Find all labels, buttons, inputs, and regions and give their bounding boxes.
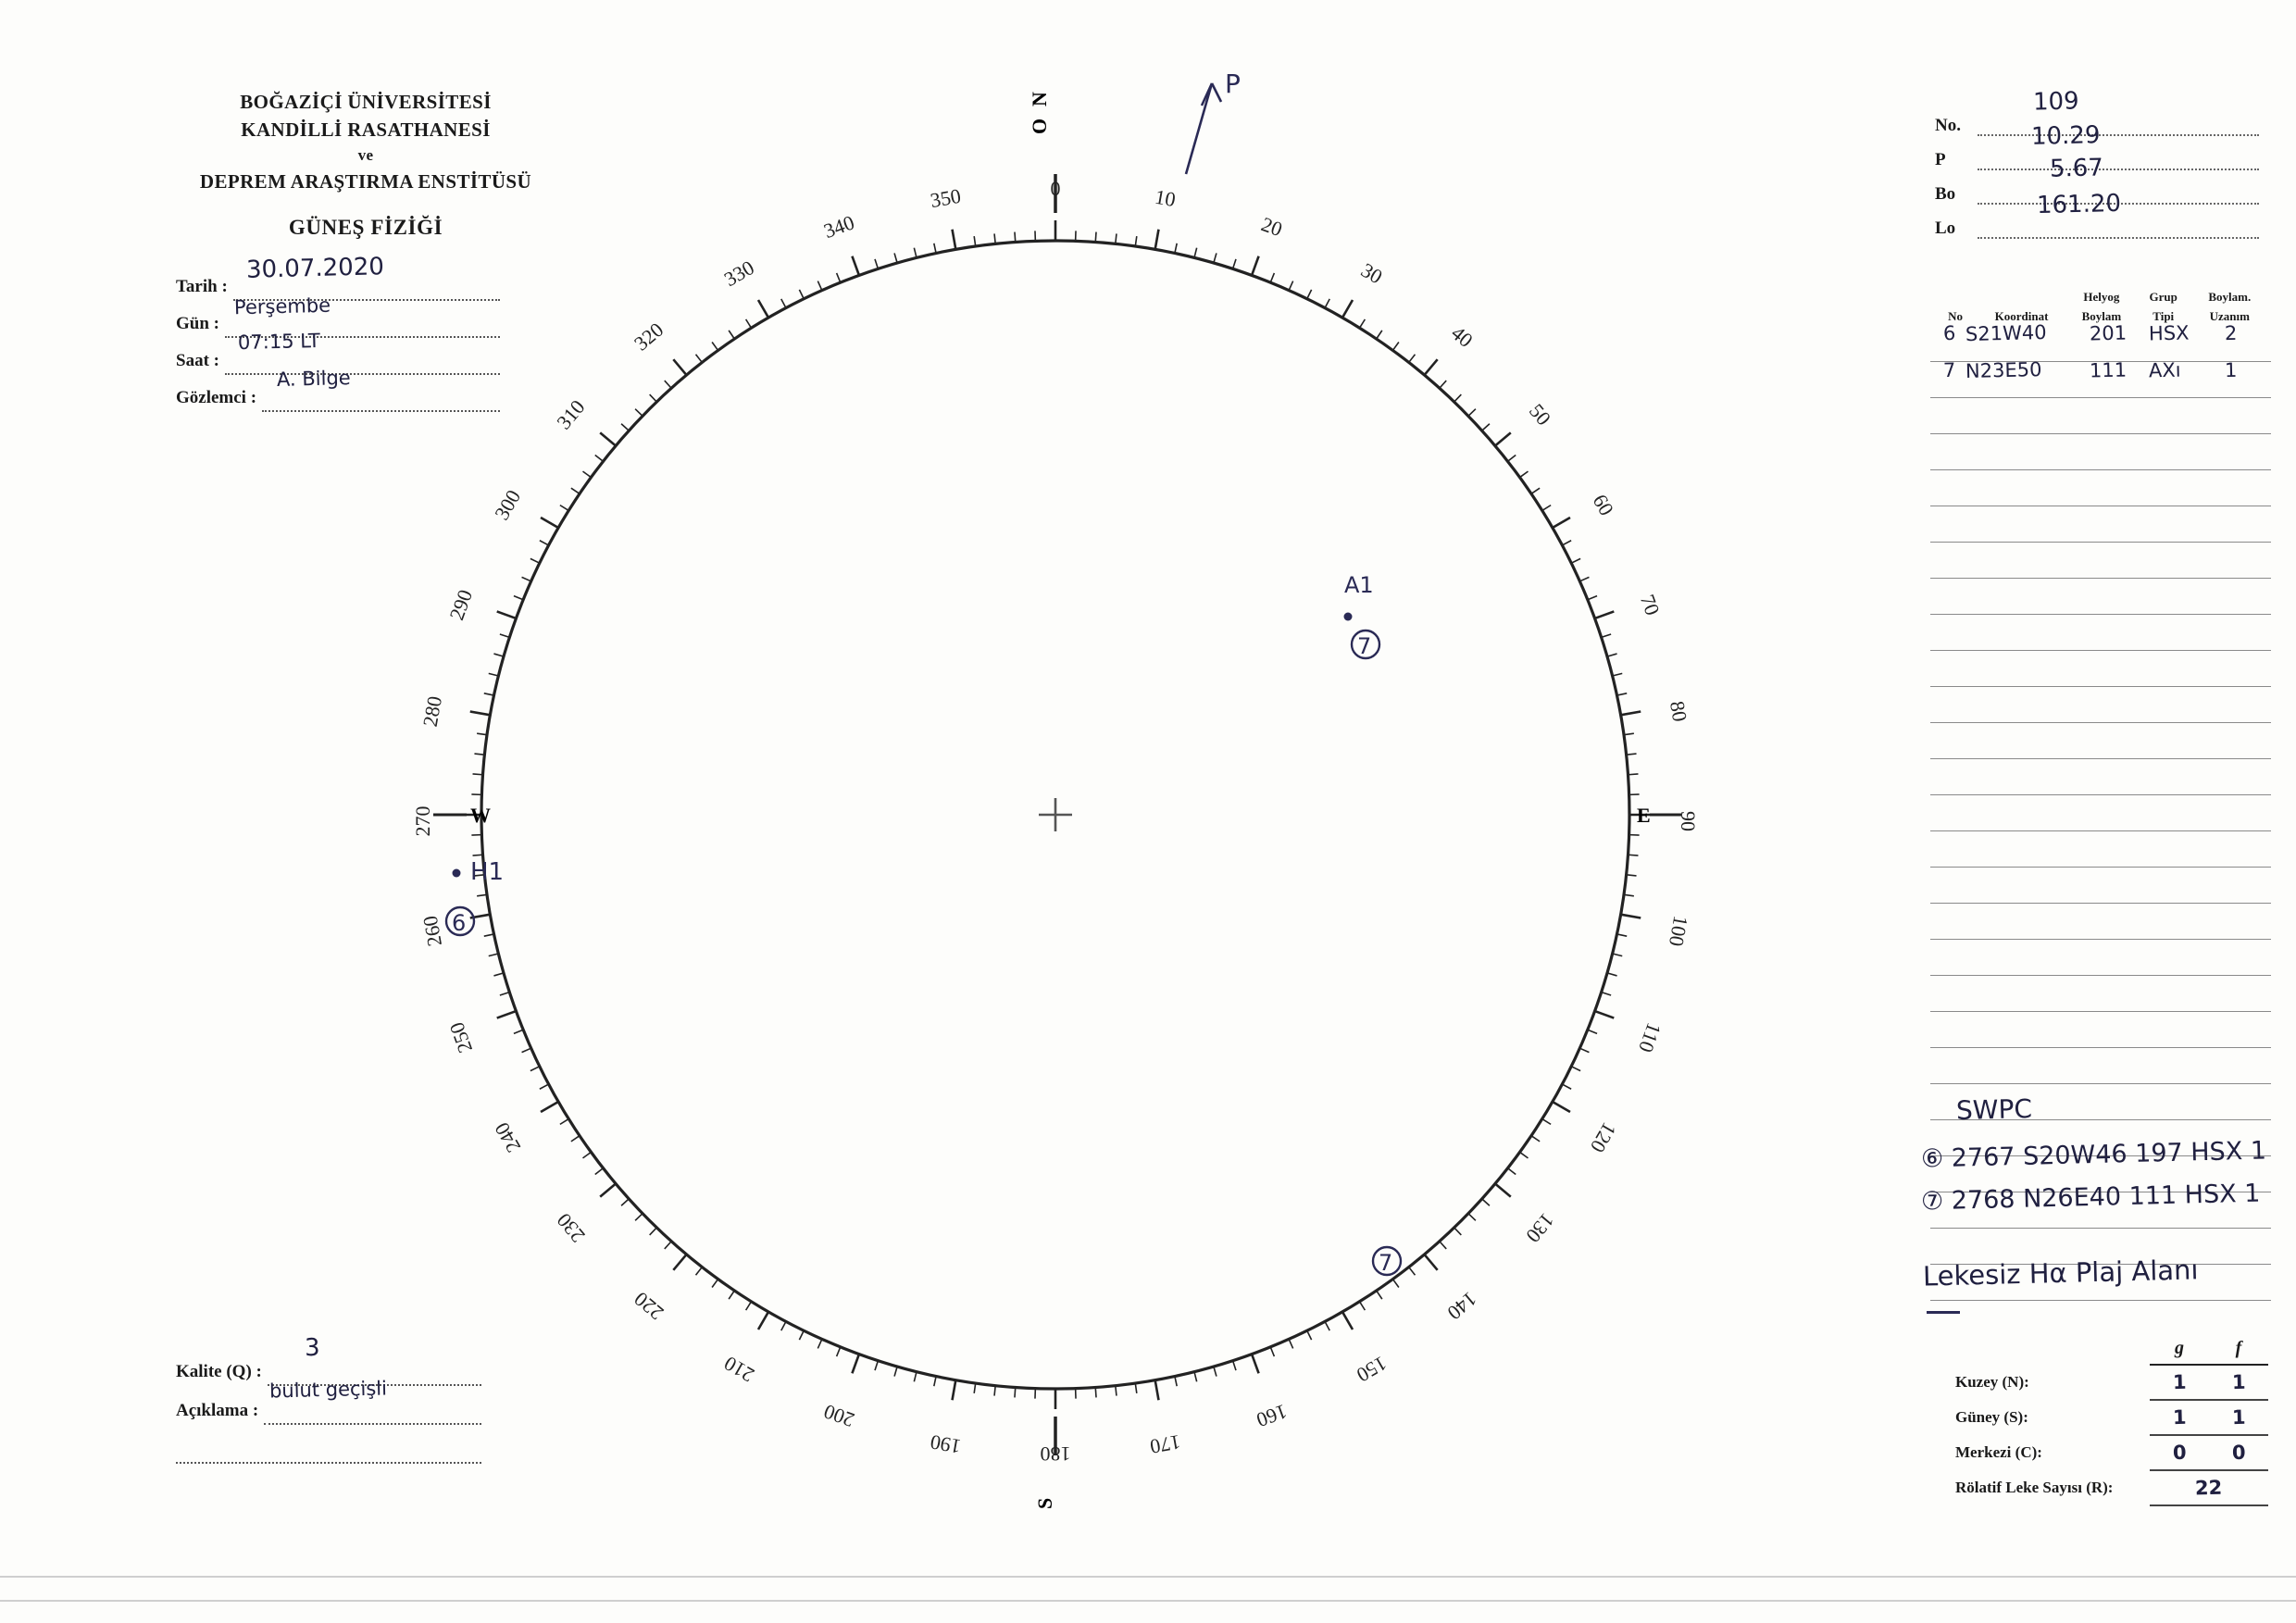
spot-table-header — [1935, 287, 2268, 328]
param-input-lo[interactable] — [1978, 189, 2259, 239]
param-value-bo: 5.67 — [2049, 154, 2104, 183]
degree-label-230: 230 — [552, 1208, 590, 1248]
cardinal-s: S — [1033, 1497, 1056, 1509]
sunspot-group-6 — [446, 858, 504, 936]
sunspot-id-6: 6 — [452, 910, 467, 936]
row6-koordinat: S21W40 — [1965, 320, 2047, 346]
degree-label-0: 0 — [1050, 177, 1061, 200]
degree-label-200: 200 — [820, 1399, 858, 1432]
p-angle-label: P — [1225, 69, 1241, 99]
table-rule-line — [1930, 1048, 2271, 1084]
param-label-lo: Lo — [1935, 218, 1956, 238]
quality-value: 3 — [304, 1333, 320, 1363]
degree-label-350: 350 — [928, 183, 963, 213]
date-label: Tarih : — [176, 277, 228, 296]
degree-label-120: 120 — [1585, 1118, 1622, 1157]
solar-disk-chart — [398, 65, 1713, 1565]
table-rule-line — [1930, 831, 2271, 868]
degree-label-210: 210 — [719, 1351, 758, 1388]
param-value-no: 109 — [2032, 87, 2079, 117]
th-tip-top: Grup — [2149, 290, 2177, 304]
degree-label-40: 40 — [1446, 320, 1478, 353]
count-row-north — [1953, 1365, 2268, 1400]
table-rule-line — [1930, 940, 2271, 976]
margin-mark-7 — [1373, 1247, 1401, 1276]
count-label-center: Merkezi (C): — [1955, 1443, 2042, 1461]
cardinal-w: W — [470, 804, 491, 827]
param-label-bo: Bo — [1935, 184, 1956, 204]
degree-label-250: 250 — [444, 1018, 478, 1056]
page-edge-line-2 — [0, 1600, 2296, 1602]
degree-label-140: 140 — [1442, 1287, 1482, 1325]
th-tip: Tipi — [2152, 309, 2175, 323]
table-rule-line — [1930, 1156, 2271, 1192]
p-angle-arrow — [1186, 83, 1221, 174]
row6-uzanim: 2 — [2224, 321, 2238, 345]
th-boylam-top: Helyog — [2083, 290, 2120, 304]
org-line-1: BOĞAZİÇİ ÜNİVERSİTESİ — [240, 91, 492, 113]
row7-koordinat: N23E50 — [1965, 357, 2042, 383]
table-rule-line — [1930, 1012, 2271, 1048]
observer-value: A. Bilge — [276, 367, 352, 391]
degree-label-90: 90 — [1677, 811, 1700, 831]
observer-label: Gözlemci : — [176, 388, 257, 407]
cardinal-e: E — [1637, 804, 1651, 827]
sunspot-group-7 — [1344, 572, 1380, 659]
remark-label: Açıklama : — [176, 1401, 259, 1420]
table-rule-line — [1930, 579, 2271, 615]
count-center-f[interactable]: 0 — [2209, 1435, 2268, 1470]
quality-label: Kalite (Q) : — [176, 1362, 262, 1381]
relative-label: Rölatif Leke Sayısı (R): — [1955, 1479, 2114, 1496]
param-value-p: 10.29 — [2030, 121, 2101, 151]
sunspot-count-block — [1953, 1333, 2268, 1506]
sunspot-label-a1: A1 — [1344, 572, 1374, 598]
degree-label-340: 340 — [820, 210, 858, 243]
margin-mark-7-label: 7 — [1379, 1250, 1393, 1276]
table-rule-line — [1930, 398, 2271, 434]
degree-label-150: 150 — [1353, 1351, 1391, 1388]
degree-label-60: 60 — [1588, 490, 1619, 520]
degree-label-330: 330 — [719, 255, 758, 292]
time-value: 07:15 LT — [237, 329, 321, 355]
plage-note: Lekesiz Hα Plaj Alanı — [1922, 1254, 2199, 1292]
table-rule-line — [1930, 651, 2271, 687]
time-label: Saat : — [176, 351, 219, 370]
table-rule-line — [1930, 1229, 2271, 1265]
table-rule-line — [1930, 362, 2271, 398]
param-label-no: No. — [1935, 116, 1961, 135]
degree-label-300: 300 — [489, 485, 526, 524]
degree-label-180: 180 — [1040, 1442, 1071, 1466]
table-rule-line — [1930, 1084, 2271, 1120]
table-rule-line — [1930, 1265, 2271, 1301]
table-rule-line — [1930, 687, 2271, 723]
table-rule-line — [1930, 868, 2271, 904]
disk-center-cross — [1039, 798, 1072, 831]
degree-label-280: 280 — [418, 693, 447, 729]
th-uzanim-top: Boylam. — [2208, 290, 2252, 304]
swpc-line-1: ⑥ 2767 S20W46 197 HSX 1 — [1920, 1136, 2267, 1174]
page-edge-line-1 — [0, 1576, 2296, 1578]
count-label-south: Güney (S): — [1955, 1408, 2028, 1426]
th-no-top — [1937, 289, 1974, 306]
disk-parameters — [1935, 87, 2259, 239]
count-label-north: Kuzey (N): — [1955, 1373, 2029, 1391]
degree-label-240: 240 — [489, 1118, 526, 1157]
param-label-p: P — [1935, 150, 1946, 169]
th-boylam: Boylam — [2081, 309, 2122, 323]
degree-label-310: 310 — [552, 394, 590, 434]
degree-label-290: 290 — [444, 586, 478, 624]
day-value: Perşembe — [233, 293, 331, 319]
degree-label-160: 160 — [1253, 1399, 1291, 1432]
th-coord: Koordinat — [1994, 309, 2049, 323]
table-rule-line — [1930, 904, 2271, 940]
row6-tip: HSX — [2148, 321, 2190, 345]
cardinal-n: N — [1028, 92, 1051, 106]
table-rule-line — [1930, 795, 2271, 831]
org-line-4: DEPREM ARAŞTIRMA ENSTİTÜSÜ — [199, 169, 532, 193]
relative-value-cell[interactable]: 22 — [2150, 1470, 2268, 1505]
cardinal-o: O — [1028, 118, 1051, 134]
th-no: No — [1948, 309, 1964, 323]
table-rule-line — [1930, 759, 2271, 795]
degree-label-50: 50 — [1524, 399, 1556, 431]
sunspot-label-h1: H1 — [470, 858, 505, 886]
org-line-2: KANDİLLİ RASATHANESİ — [241, 119, 491, 142]
table-rule-line — [1930, 1120, 2271, 1156]
count-col-g: g — [2150, 1333, 2209, 1365]
table-rule-line — [1930, 976, 2271, 1012]
count-north-f[interactable]: 1 — [2209, 1365, 2268, 1400]
degree-label-70: 70 — [1635, 591, 1665, 618]
degree-label-10: 10 — [1153, 184, 1178, 212]
solar-disk-svg — [398, 65, 1713, 1565]
count-col-f: f — [2209, 1333, 2268, 1365]
remark-value: bulut geçişli — [268, 1377, 388, 1403]
count-south-f[interactable]: 1 — [2209, 1400, 2268, 1435]
plage-note-underline — [1927, 1311, 1960, 1314]
count-row-center — [1953, 1435, 2268, 1470]
th-coord-top — [1976, 289, 2067, 306]
table-rule-line — [1930, 543, 2271, 579]
table-rule-line — [1930, 723, 2271, 759]
row6-boylam: 201 — [2089, 321, 2128, 345]
degree-label-320: 320 — [629, 318, 668, 356]
table-rule-line — [1930, 326, 2271, 362]
degree-label-20: 20 — [1258, 212, 1286, 242]
param-input-no[interactable] — [1978, 87, 2259, 136]
degree-label-220: 220 — [629, 1287, 668, 1325]
spot-table-rules — [1930, 326, 2271, 1301]
row7-no: 7 — [1942, 358, 1956, 382]
department-title: GÜNEŞ FİZİĞİ — [288, 215, 443, 239]
degree-label-110: 110 — [1634, 1019, 1666, 1056]
date-value: 30.07.2020 — [245, 253, 385, 284]
degree-label-100: 100 — [1664, 914, 1693, 949]
count-row-south — [1953, 1400, 2268, 1435]
swpc-line-2: ⑦ 2768 N26E40 111 HSX 1 — [1920, 1179, 2261, 1217]
count-center-g[interactable]: 0 — [2150, 1435, 2209, 1470]
degree-label-30: 30 — [1356, 257, 1387, 289]
table-rule-line — [1930, 470, 2271, 506]
swpc-label: SWPC — [1955, 1093, 2033, 1126]
table-rule-line — [1930, 615, 2271, 651]
sunspot-id-7: 7 — [1357, 633, 1372, 659]
th-uzanim: Uzanım — [2209, 309, 2250, 323]
degree-label-130: 130 — [1521, 1208, 1559, 1248]
table-rule-line — [1930, 1192, 2271, 1229]
degree-label-260: 260 — [418, 914, 447, 949]
org-line-3: ve — [357, 145, 374, 164]
row7-boylam: 111 — [2089, 358, 2128, 382]
count-north-g[interactable]: 1 — [2150, 1365, 2209, 1400]
degree-label-80: 80 — [1665, 699, 1692, 724]
day-label: Gün : — [176, 314, 219, 333]
degree-label-170: 170 — [1148, 1429, 1183, 1459]
degree-label-190: 190 — [928, 1429, 963, 1459]
count-row-relative — [1953, 1470, 2268, 1505]
param-value-lo: 161.20 — [2036, 189, 2122, 220]
row6-no: 6 — [1942, 321, 1956, 345]
table-rule-line — [1930, 506, 2271, 543]
table-rule-line — [1930, 434, 2271, 470]
degree-label-270: 270 — [411, 805, 434, 837]
count-south-g[interactable]: 1 — [2150, 1400, 2209, 1435]
param-input-p[interactable] — [1978, 121, 2259, 170]
row7-tip: AXı — [2148, 358, 2181, 382]
row7-uzanim: 1 — [2224, 358, 2238, 382]
